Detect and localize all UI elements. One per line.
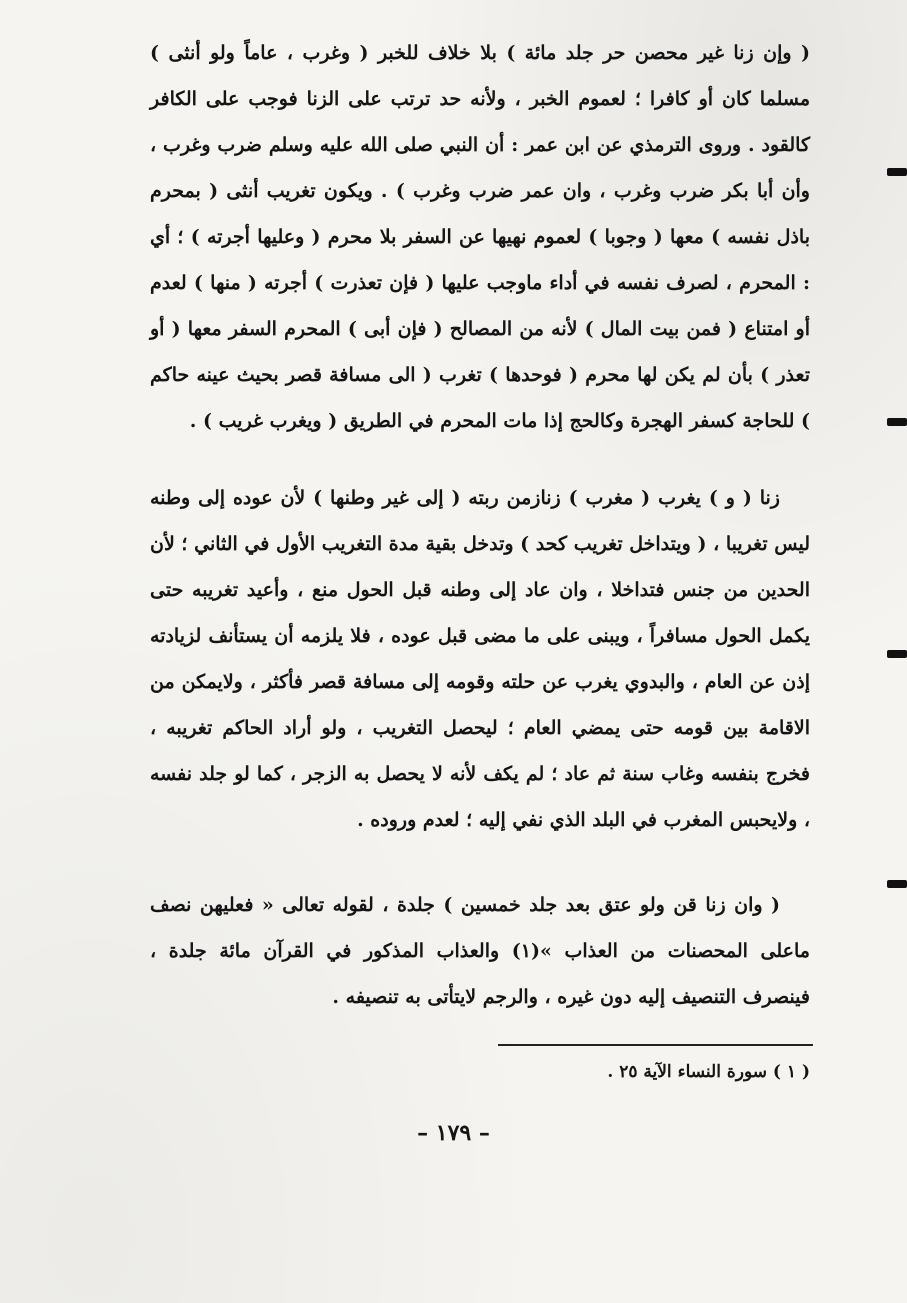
margin-mark [887,418,907,426]
footnote: ( ١ ) سورة النساء الآية ٢٥ . [607,1062,810,1082]
page-number: – ١٧٩ – [417,1120,490,1146]
paragraph-3 [150,882,810,1020]
paragraph-2-text: زنا ( و ) يغرب ( مغرب ) زنازمن ربته ( إلى غير وطنها ) لأن عوده إلى وطنه ليس تغريبا ، ( ويتداخل تغريب كحد ) وتدخل بقية مدة التغريب الأول في الثاني ؛ لأن الحدين من جنس فتداخلا ، وان عاد إلى وطنه قبل الحول منع ، وأعيد تغريبه حتى يكمل الحول مسافراً ، ويبنى على ما مضى قبل عوده ، فلا يلزمه أن يستأنف لزيادته إذن عن العام ، والبدوي يغرب عن حلته وقومه إلى مسافة قصر فأكثر ، ولايمكن من الاقامة بين قومه حتى يمضي العام ؛ ليحصل التغريب ، ولو أراد الحاكم تغريبه ، فخرج بنفسه وغاب سنة ثم عاد ؛ لم يكف لأنه لا يحصل به الزجر ، كما لو جلد نفسه ، ولايحبس المغرب في البلد الذي نفي إليه ؛ لعدم وروده . [150,487,810,831]
margin-mark [887,650,907,658]
paragraph-1-text: ( وإن زنا غير محصن حر جلد مائة ) بلا خلاف للخبر ( وغرب ، عاماً ولو أنثى ) مسلما كان أو كافرا ؛ لعموم الخبر ، ولأنه حد ترتب على الزنا فوجب على الكافر كالقود . وروى الترمذي عن ابن عمر : أن النبي صلى الله عليه وسلم ضرب وغرب ، وأن أبا بكر ضرب وغرب ، وان عمر ضرب وغرب ) . ويكون تغريب أنثى ( بمحرم باذل نفسه ) معها ( وجوبا ) لعموم نهيها عن السفر بلا محرم ( وعليها أجرته ) ؛ أي : المحرم ، لصرف نفسه في أداء ماوجب عليها ( فإن تعذرت ) أجرته ( منها ) لعدم أو امتناع ( فمن بيت المال ) لأنه من المصالح ( فإن أبى ) المحرم السفر معها ( أو تعذر ) بأن لم يكن لها محرم ( فوحدها ) تغرب ( الى مسافة قصر بحيث عينه حاكم ) للحاجة كسفر الهجرة وكالحج إذا مات المحرم في الطريق ( ويغرب غريب ) . [150,42,810,432]
margin-mark [887,168,907,176]
footnote-divider [498,1044,813,1046]
paragraph-2 [150,475,810,843]
paragraph-1 [150,30,810,444]
paragraph-3-text: ( وان زنا قن ولو عتق بعد جلد خمسين ) جلدة ، لقوله تعالى « فعليهن نصف ماعلى المحصنات من العذاب »(١) والعذاب المذكور في القرآن مائة جلدة ، فينصرف التنصيف إليه دون غيره ، والرجم لايتأتى به تنصيفه . [150,894,810,1008]
margin-mark [887,880,907,888]
